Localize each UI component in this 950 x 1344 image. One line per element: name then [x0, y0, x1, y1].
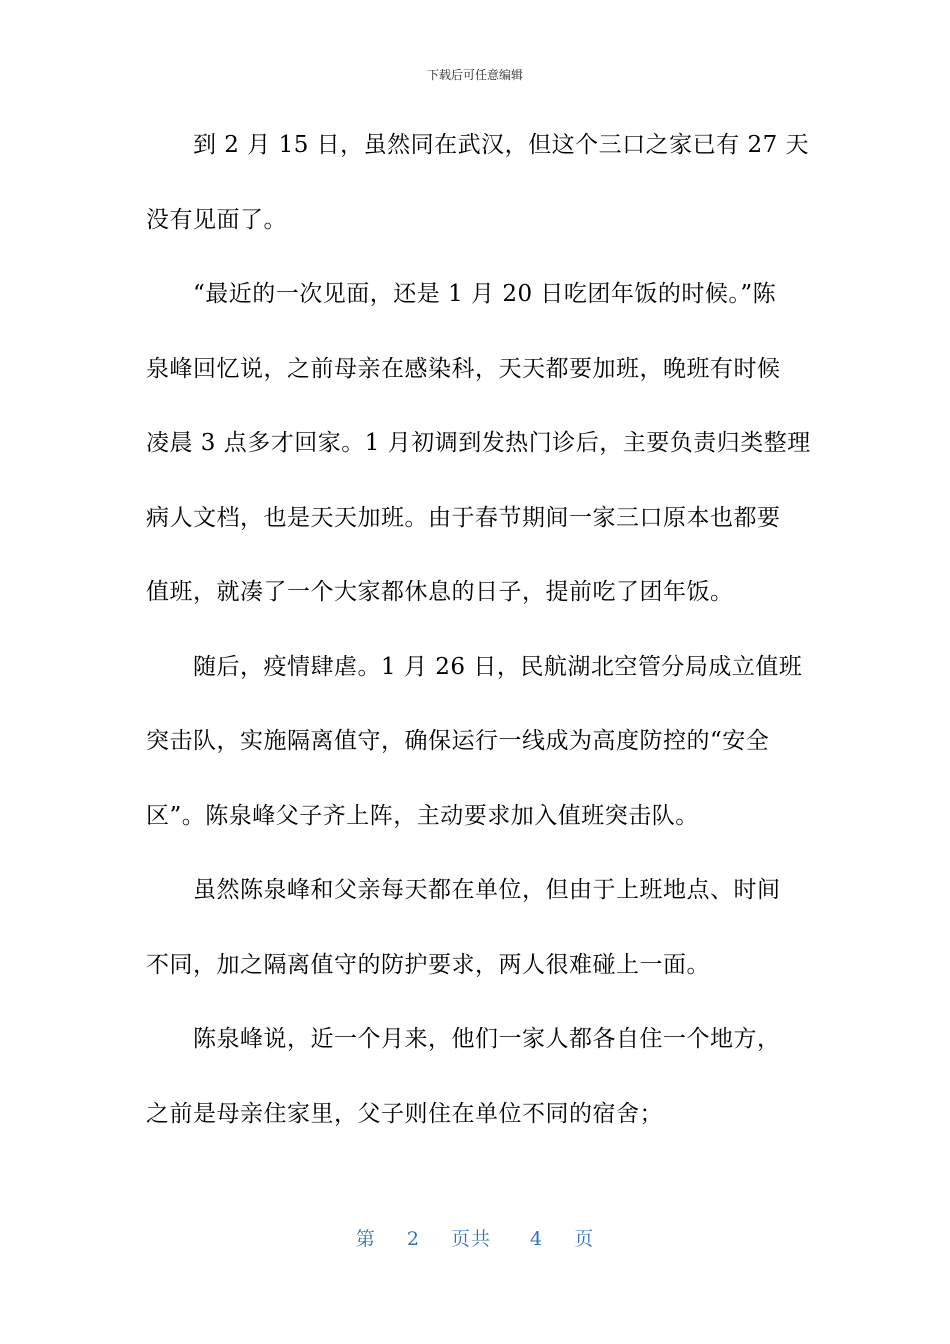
body-line: 病人文档，也是天天加班。由于春节期间一家三口原本也都要 [146, 504, 781, 531]
body-line: 值班，就凑了一个大家都休息的日子，提前吃了团年饭。 [146, 579, 734, 605]
page-header [0, 66, 950, 84]
body-line: 凌晨 3 点多才回家。1 月初调到发热门诊后，主要负责归类整理 [146, 430, 811, 456]
body-line: 没有见面了。 [146, 206, 287, 233]
body-line: 到 2 月 15 日，虽然同在武汉，但这个三口之家已有 27 天 [193, 132, 810, 158]
body-line: 泉峰回忆说，之前母亲在感染科，天天都要加班，晚班有时候 [146, 355, 781, 382]
body-line: “最近的一次见面，还是 1 月 20 日吃团年饭的时候。”陈 [193, 281, 777, 307]
body-line: 陈泉峰说，近一个月来，他们一家人都各自住一个地方， [193, 1026, 781, 1052]
total-pages: 4 [530, 1228, 544, 1250]
body-line: 虽然陈泉峰和父亲每天都在单位，但由于上班地点、时间 [193, 877, 781, 903]
page-label-suffix: 页 [574, 1228, 595, 1250]
body-line: 不同，加之隔离值守的防护要求，两人很难碰上一面。 [146, 951, 710, 978]
header-text: 下载后可任意编辑 [426, 68, 523, 82]
page-number: 2 [406, 1228, 420, 1250]
page-footer [0, 1226, 950, 1252]
page-label-prefix: 第 [355, 1228, 376, 1250]
body-line: 突击队，实施隔离值守，确保运行一线成为高度防控的“安全 [146, 728, 770, 754]
body-line: 随后，疫情肆虐。1 月 26 日，民航湖北空管分局成立值班 [193, 653, 803, 680]
body-line: 区”。陈泉峰父子齐上阵，主动要求加入值班突击队。 [146, 802, 699, 829]
body-line: 之前是母亲住家里，父子则住在单位不同的宿舍； [146, 1100, 663, 1127]
document-body [146, 122, 811, 1165]
page-label-middle: 页共 [450, 1228, 491, 1250]
